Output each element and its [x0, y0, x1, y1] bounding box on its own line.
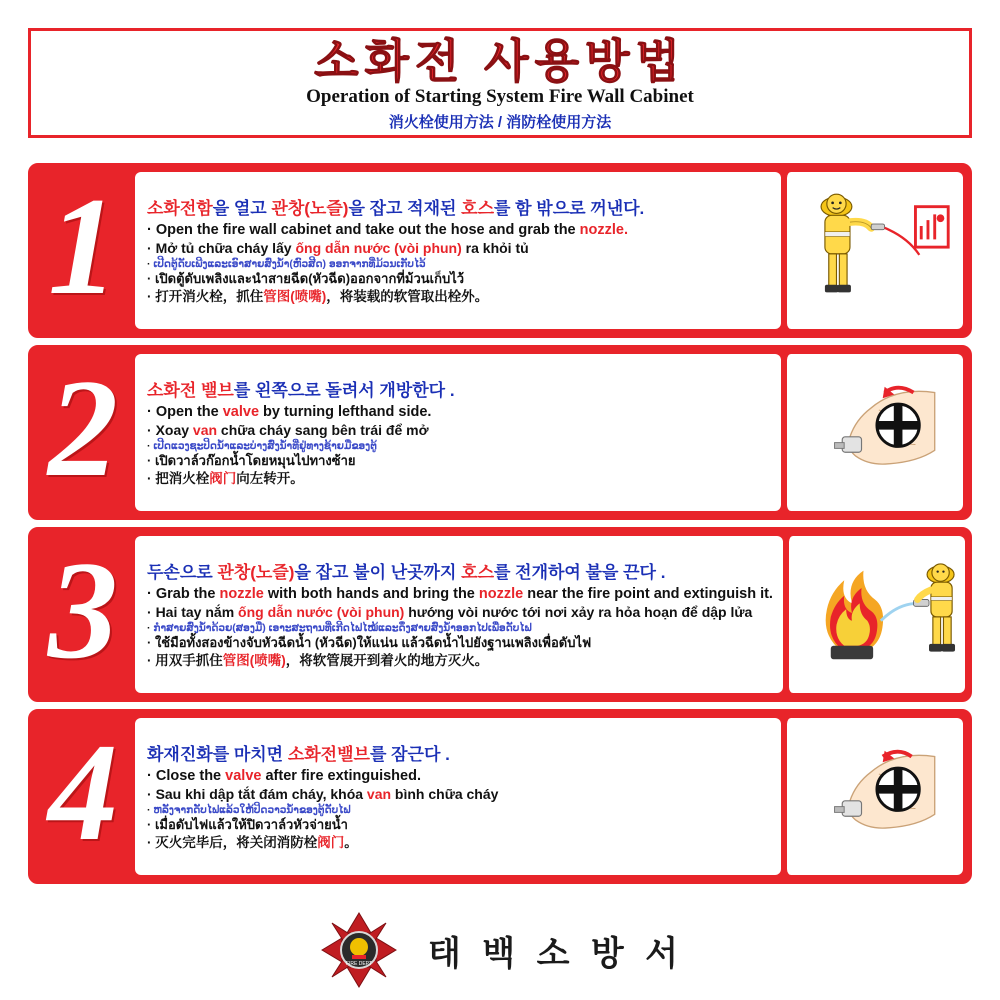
step-number-1: 1	[48, 168, 118, 324]
step-2-lao: · ເປີດແວງຊະປິດນ້ຳແລະບ່າງສົ່ງນ້ຳທີ່ຢູ່ທາງຊ້າຍມືຂອງຕູ້	[147, 439, 377, 452]
fire-station-name: 태 백 소 방 서	[427, 934, 684, 973]
step-3-english: · Grab the nozzle with both hands and bring the nozzle near the fire point and extinguish it.	[147, 586, 773, 603]
step-3-korean: 두손으로 관창(노즐)을 잡고 불이 난곳까지 호스를 전개하여 불을 끈다 .	[147, 562, 666, 582]
poster-title-chinese: 消火栓使用方法 / 消防栓使用方法	[388, 114, 612, 132]
step-row-4	[28, 709, 972, 884]
step-2-vietnamese: · Xoay van chữa cháy sang bên trái để mở	[147, 422, 429, 439]
step-1-korean: 소화전함을 열고 관창(노즐)을 잡고 적재된 호스를 함 밖으로 꺼낸다.	[147, 198, 645, 218]
step-text-3	[135, 536, 783, 693]
step-3-illustration	[787, 536, 965, 693]
hand-turning-valve-icon	[787, 354, 963, 511]
step-3-lao: · ກຳສາຍສົ່ງນ້ຳດ້ວຍ(ສອງມື) ເອາະສະຖານທີ່ເກີດໄຟໄໝ້ແລະດຶງສາຍສົ່ງນ້ຳອອກໄປເພື່ອດັບໄຟ	[147, 621, 532, 634]
step-2-illustration	[785, 354, 963, 511]
step-2-chinese: · 把消火栓阀门向左转开。	[147, 471, 304, 486]
step-3-vietnamese: · Hai tay nắm ống dẫn nước (vòi phun) hướng vòi nước tới nơi xảy ra hỏa hoạn để dập lửa	[147, 604, 753, 621]
step-4-thai: · เมื่อดับไฟแล้วให้ปิดวาล์วหัวจ่ายน้ำ	[147, 817, 348, 833]
step-2-english: · Open the valve by turning lefthand side.	[147, 404, 432, 421]
poster-title-english: Operation of Starting System Fire Wall Cabinet	[306, 86, 694, 108]
emblem-text: FIRE DEPT	[345, 961, 373, 967]
poster-title-korean: 소화전 사용방법	[314, 35, 686, 87]
step-1-lao: · ເປີດຕູ້ດັບເພີງແລະເອົາສາຍສົ່ງນ້ຳ(ຫົວສີດ) ອອກຈາກທີ່ມ້ວນເກັບໄວ້	[147, 257, 426, 270]
step-3-thai: · ใช้มือทั้งสองข้างจับหัวฉีดน้ำ (หัวฉีด)ให้แน่น แล้วฉีดน้ำไปยังฐานเพลิงเพื่อดับไฟ	[147, 635, 592, 651]
step-4-vietnamese: · Sau khi dập tắt đám cháy, khóa van bình chữa cháy	[147, 786, 499, 803]
step-1-chinese: · 打开消火栓，抓住管图(喷嘴)，将装载的软管取出栓外。	[147, 289, 489, 304]
firefighter-with-hose-and-cabinet-icon	[787, 172, 963, 329]
poster-footer	[0, 900, 1000, 1000]
step-text-4	[135, 718, 781, 875]
step-2-korean: 소화전 밸브를 왼쪽으로 돌려서 개방한다 .	[147, 380, 455, 400]
step-1-english: · Open the fire wall cabinet and take out the hose and grab the nozzle.	[147, 222, 628, 239]
step-text-2	[135, 354, 781, 511]
step-number-2: 2	[48, 350, 118, 506]
step-number-4: 4	[48, 714, 118, 870]
fire-department-emblem-icon	[316, 907, 402, 993]
step-4-illustration	[785, 718, 963, 875]
step-1-vietnamese: · Mở tủ chữa cháy lấy ống dẫn nước (vòi phun) ra khỏi tủ	[147, 240, 529, 257]
firefighter-spraying-fire-icon	[789, 536, 965, 693]
step-text-1	[135, 172, 781, 329]
step-number-3: 3	[48, 532, 118, 688]
fire-department-emblem	[316, 907, 402, 993]
step-row-1	[28, 163, 972, 338]
step-1-thai: · เปิดตู้ดับเพลิงและนำสายฉีด(หัวฉีด)ออกจากที่ม้วนเก็บไว้	[147, 271, 465, 287]
step-4-english: · Close the valve after fire extinguished.	[147, 768, 421, 785]
step-2-thai: · เปิดวาล์วก๊อกน้ำโดยหมุนไปทางซ้าย	[147, 453, 356, 469]
step-row-2	[28, 345, 972, 520]
step-row-3	[28, 527, 972, 702]
poster-title-block	[28, 28, 972, 138]
step-4-chinese: · 灭火完毕后，将关闭消防栓阀门。	[147, 835, 358, 850]
step-4-korean: 화재진화를 마치면 소화전밸브를 잠근다 .	[147, 744, 450, 764]
step-4-lao: · ຫລັງຈາກດັບໄຟແລ້ວໃຫ້ປິດວາວນ້ຳຂອງຕູ້ດັບໄຟ	[147, 803, 351, 816]
step-3-chinese: · 用双手抓住管图(喷嘴)，将软管展开到着火的地方灭火。	[147, 653, 489, 668]
hand-closing-valve-icon	[787, 718, 963, 875]
step-1-illustration	[785, 172, 963, 329]
